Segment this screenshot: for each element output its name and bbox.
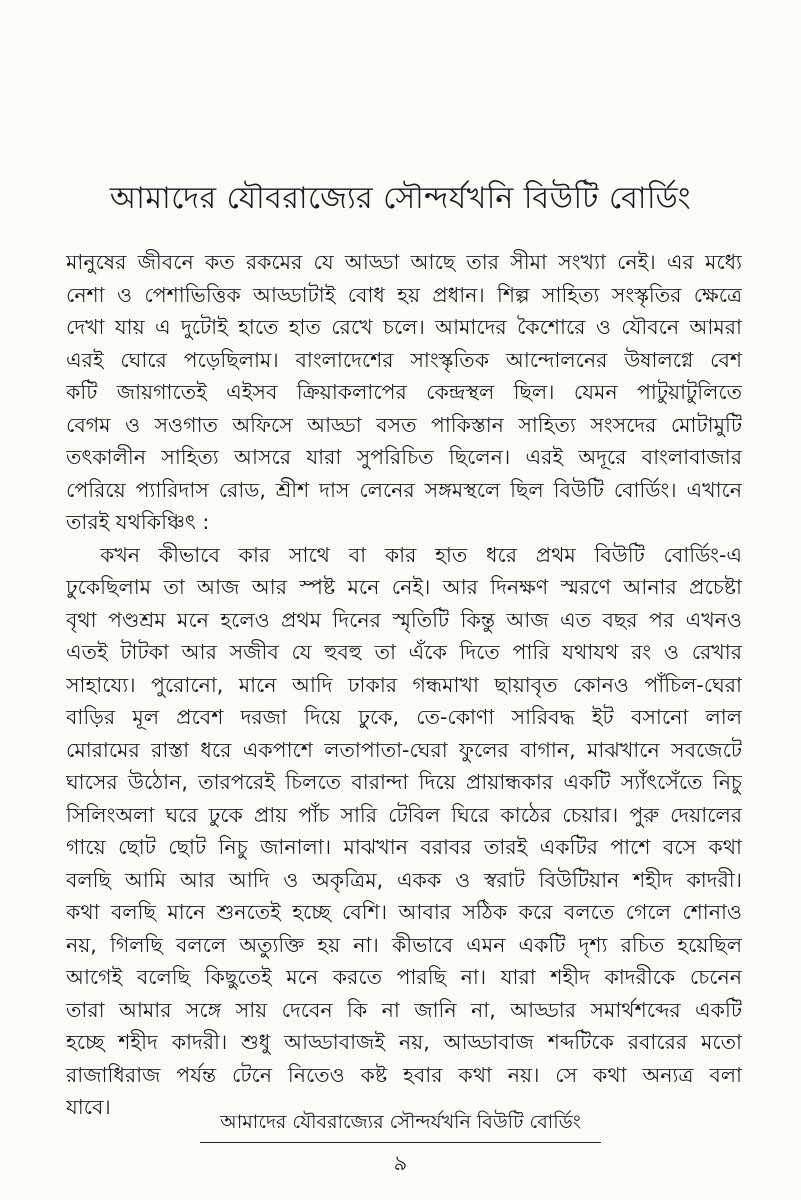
text-line: যাবে। bbox=[66, 1095, 111, 1119]
paragraph-1 bbox=[66, 246, 742, 539]
text-line: গায়ে ছোট ছোট নিচু জানালা। মাঝখান বরাবর তারই একটির পাশে বসে কথা bbox=[66, 835, 742, 859]
text-line: তারই যথকিঞ্চিৎ : bbox=[66, 510, 210, 534]
chapter-title: আমাদের যৌবরাজ্যের সৌন্দর্যখনি বিউটি বোর্ডিং bbox=[109, 181, 692, 216]
text-line: সিলিংঅলা ঘরে ঢুকে প্রায় পাঁচ সারি টেবিল ঘিরে কাঠের চেয়ার। পুরু দেয়ালের bbox=[66, 802, 742, 827]
text-line: ঢুকেছিলাম তা আজ আর স্পষ্ট মনে নেই। আর দিনক্ষণ স্মরণে আনার প্রচেষ্টা bbox=[66, 575, 742, 599]
footer-rule bbox=[200, 1142, 601, 1143]
text-line: বেগম ও সওগাত অফিসে আড্ডা বসত পাকিস্তান সাহিত্য সংসদের মোটামুটি bbox=[66, 412, 742, 437]
running-footer: আমাদের যৌবরাজ্যের সৌন্দর্যখনি বিউটি বোর্ডিং bbox=[220, 1111, 581, 1133]
text-line: হচ্ছে শহীদ কাদরী। শুধু আড্ডাবাজই নয়, আড্ডাবাজ শব্দটিকে রবারের মতো bbox=[66, 1030, 742, 1054]
text-line: দেখা যায় এ দুটোই হাতে হাত রেখে চলে। আমাদের কৈশোরে ও যৌবনে আমরা bbox=[66, 315, 742, 339]
text-line: তৎকালীন সাহিত্য আসরে যারা সুপরিচিত ছিলেন। এরই অদূরে বাংলাবাজার bbox=[66, 445, 742, 469]
text-line: বৃথা পণ্ডশ্রম মনে হলেও প্রথম দিনের স্মৃতিটি কিন্তু আজ এত বছর পর এখনও bbox=[66, 607, 742, 632]
text-line: রাজাধিরাজ পর্যন্ত টেনে নিতেও কষ্ট হবার কথা নয়। সে কথা অন্যত্র বলা bbox=[66, 1062, 742, 1087]
text-line: আগেই বলেছি কিছুতেই মনে করতে পারছি না। যারা শহীদ কাদরীকে চেনেন bbox=[66, 965, 742, 989]
text-line: পেরিয়ে প্যারিদাস রোড, শ্রীশ দাস লেনের সঙ্গমস্থলে ছিল বিউটি বোর্ডিং। এখানে bbox=[66, 477, 742, 502]
text-line: কখন কীভাবে কার সাথে বা কার হাত ধরে প্রথম বিউটি বোর্ডিং-এ bbox=[100, 542, 742, 567]
text-line: নেশা ও পেশাভিত্তিক আড্ডাটাই বোধ হয় প্রধান। শিল্প সাহিত্য সংস্কৃতির ক্ষেত্রে bbox=[66, 282, 742, 307]
text-line: ঘাসের উঠোন, তারপরেই চিলতে বারান্দা দিয়ে প্রায়ান্ধকার একটি স্যাঁৎসেঁতে নিচু bbox=[66, 770, 742, 794]
text-line: তারা আমার সঙ্গে সায় দেবেন কি না জানি না, আড্ডার সমার্থশব্দের একটি bbox=[66, 997, 742, 1022]
text-line: বলছি আমি আর আদি ও অকৃত্রিম, একক ও স্বরাট বিউটিয়ান শহীদ কাদরী। bbox=[66, 867, 742, 892]
text-line: বাড়ির মূল প্রবেশ দরজা দিয়ে ঢুকে, তে-কোণা সারিবদ্ধ ইট বসানো লাল bbox=[66, 705, 742, 729]
page-number: ৯ bbox=[393, 1151, 408, 1175]
text-line: নয়, গিলছি বললে অত্যুক্তি হয় না। কীভাবে এমন একটি দৃশ্য রচিত হয়েছিল bbox=[66, 932, 742, 957]
text-line: কটি জায়গাতেই এইসব ক্রিয়াকলাপের কেন্দ্রস্থল ছিল। যেমন পাটুয়াটুলিতে bbox=[66, 380, 742, 404]
paragraph-2 bbox=[66, 539, 742, 1124]
text-line: এতই টাটকা আর সজীব যে হুবহু তা এঁকে দিতে পারি যথাযথ রং ও রেখার bbox=[66, 640, 742, 664]
text-line: মোরামের রাস্তা ধরে একপাশে লতাপাতা-ঘেরা ফুলের বাগান, মাঝখানে সবজেটে bbox=[66, 737, 742, 762]
body-text bbox=[66, 246, 742, 1124]
text-line: মানুষের জীবনে কত রকমের যে আড্ডা আছে তার সীমা সংখ্যা নেই। এর মধ্যে bbox=[66, 250, 742, 274]
text-line: সাহায্যে। পুরোনো, মানে আদি ঢাকার গন্ধমাখা ছায়াবৃত কোনও পাঁচিল-ঘেরা bbox=[66, 672, 742, 697]
text-line: কথা বলছি মানে শুনতেই হচ্ছে বেশি। আবার সঠিক করে বলতে গেলে শোনাও bbox=[66, 900, 742, 924]
text-line: এরই ঘোরে পড়েছিলাম। বাংলাদেশের সাংস্কৃতিক আন্দোলনের উষালগ্নে বেশ bbox=[66, 347, 742, 372]
